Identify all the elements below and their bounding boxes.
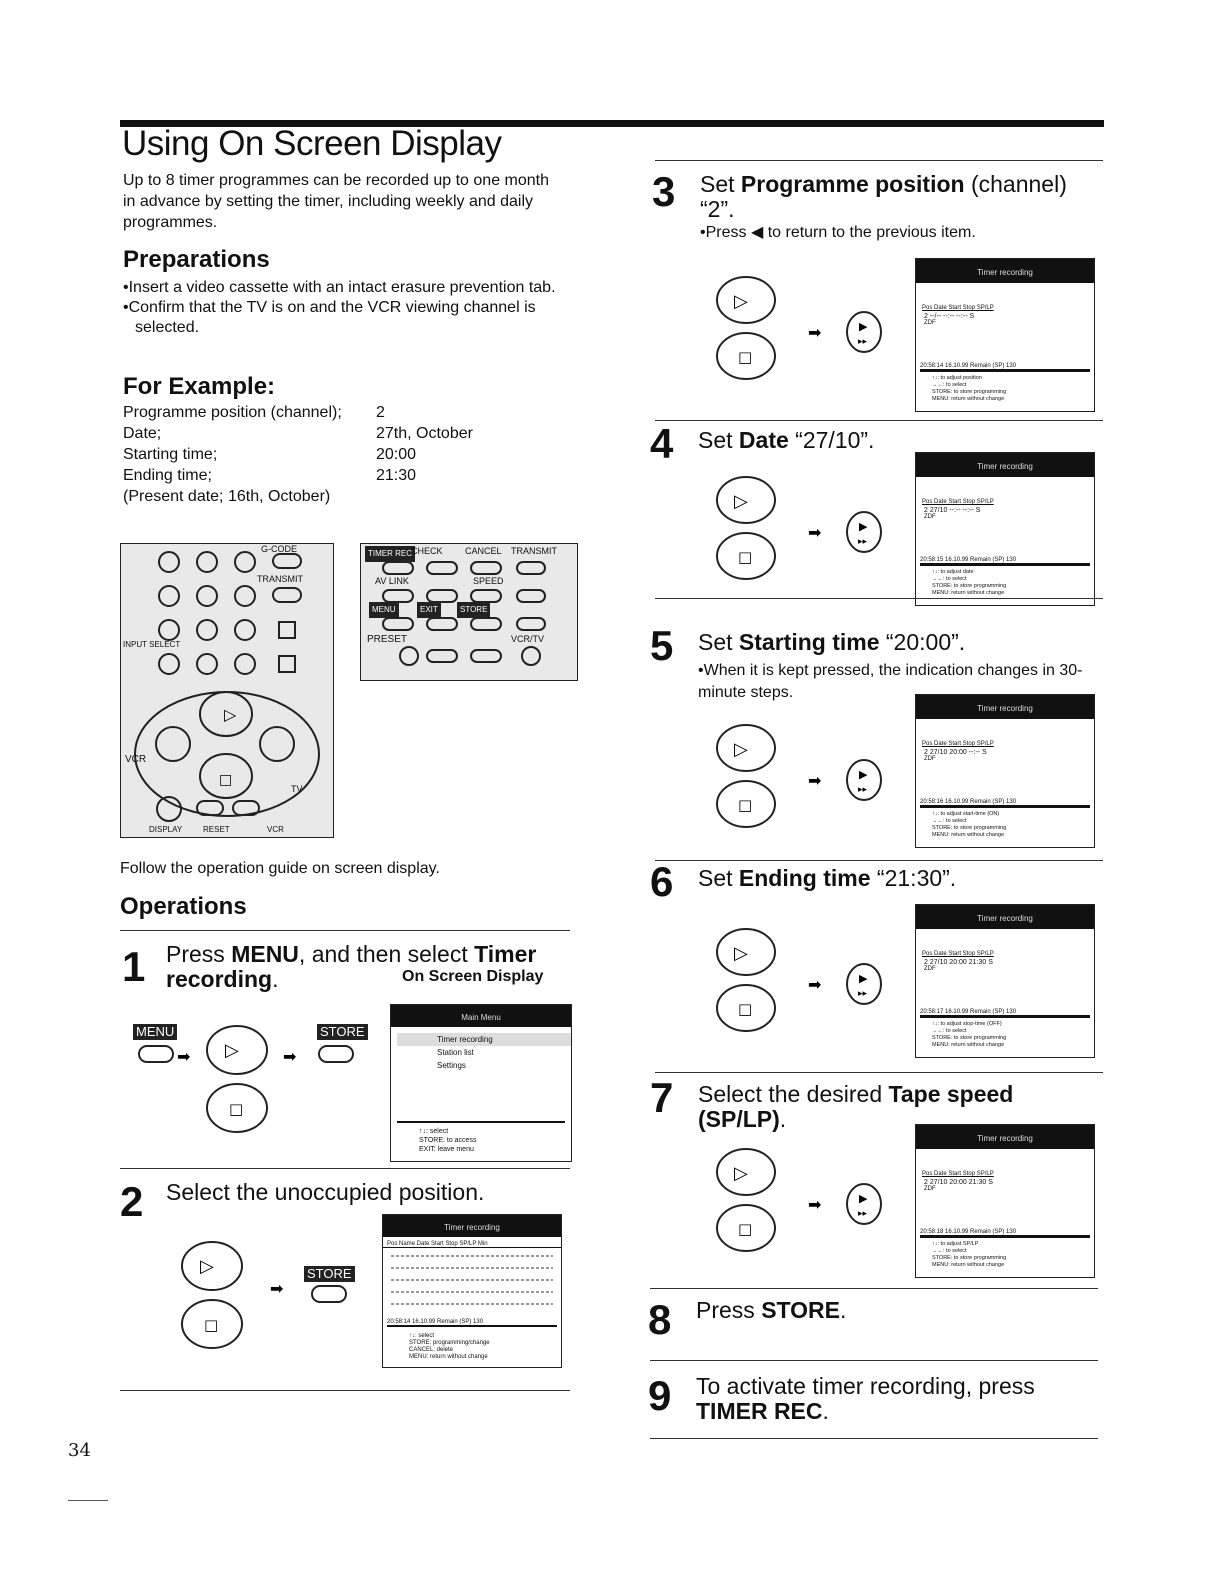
example-label: (Present date; 16th, October) [123, 488, 331, 505]
example-label: Ending time; [123, 467, 212, 484]
example-label: Programme position (channel); [123, 404, 342, 421]
step-emphasis: Starting time [738, 629, 880, 655]
divider [650, 1288, 1098, 1289]
step-buttons [712, 718, 892, 838]
right-icon: ▶ [859, 1192, 868, 1205]
play-icon: ▷ [734, 491, 748, 512]
step-emphasis: Date [738, 427, 789, 453]
step-text: Set [698, 865, 739, 891]
osd-status: 20:58:16 16.10.99 Remain (SP) 130 [920, 799, 1090, 808]
step-1-buttons [133, 1018, 383, 1158]
step-4-text [698, 428, 1098, 453]
page-title: Using On Screen Display [122, 124, 502, 163]
step-emphasis: Programme position [740, 171, 965, 197]
osd-title: Main Menu [391, 1005, 571, 1027]
stop-icon: □ [738, 348, 753, 366]
osd-guide-line: STORE: programming/change [409, 1340, 490, 1346]
menu-key[interactable]: MENU [133, 1024, 177, 1040]
osd-dashes [383, 1248, 561, 1318]
step-3-note: •Press ◀ to return to the previous item. [700, 224, 976, 241]
osd-guide-line: MENU: return without change [932, 590, 1005, 596]
step-text: Press [166, 941, 232, 967]
play-icon: ▷ [224, 705, 237, 724]
step-number: 8 [648, 1296, 672, 1343]
fast-forward-icon: ▸▸ [858, 1209, 868, 1219]
step-button-graphic [712, 718, 892, 838]
example-label: Starting time; [123, 446, 218, 463]
osd-guide-line: →←: to select [932, 1028, 967, 1034]
osd-channel: ZDF [924, 1186, 936, 1192]
osd-guide-line: MENU: return without change [932, 832, 1005, 838]
osd-screen-step [915, 904, 1095, 1058]
arrow-right-icon: ➡ [808, 523, 822, 542]
step-2-text: Select the unoccupied position. [166, 1179, 485, 1205]
osd-guide-line: →←: to select [932, 818, 967, 824]
step-button-graphic [712, 922, 892, 1042]
remote-label: VCR [125, 754, 147, 765]
remote-label: PRESET [367, 634, 408, 645]
divider [650, 1438, 1098, 1439]
step-number: 2 [120, 1178, 144, 1225]
osd-guide-line: ↑↓: to adjust position [932, 375, 982, 381]
arrow-right-icon: ➡ [270, 1279, 284, 1298]
step-text: Press [696, 1297, 762, 1323]
remote-label: TV [291, 784, 303, 794]
divider [655, 598, 1103, 599]
step-9-text [696, 1374, 1056, 1424]
step-text: Set [698, 427, 739, 453]
remote-label: RESET [203, 825, 230, 834]
step-text: Set [700, 171, 741, 197]
intro-text: Up to 8 timer programmes can be recorded up to one month in advance by setting the timer, including weekly and daily programmes. [123, 172, 549, 231]
osd-row: 2 27/10 --:-- --:-- S [924, 507, 981, 514]
osd-guide-line: STORE: to store programming [932, 583, 1007, 589]
step-button-graphic [712, 470, 892, 590]
remote-label: TRANSMIT [257, 574, 303, 584]
osd-guide-line: STORE: to store programming [932, 1255, 1007, 1261]
step-5-text [698, 630, 1098, 655]
play-icon: ▷ [200, 1256, 214, 1277]
arrow-right-icon: ➡ [808, 323, 822, 342]
osd-guide-line: MENU: return without change [932, 1042, 1005, 1048]
remote-label: G-CODE [261, 544, 297, 554]
step-text: “21:30”. [870, 865, 957, 891]
step-text: Set [698, 629, 739, 655]
play-icon: ▷ [734, 1163, 748, 1184]
right-icon: ▶ [859, 520, 868, 533]
step-number: 1 [122, 943, 146, 990]
play-icon: ▷ [734, 291, 748, 312]
step-emphasis: Timer recording [166, 941, 537, 992]
remote-label: VCR/TV [511, 634, 545, 644]
osd-guide-line: STORE: to access [419, 1137, 477, 1144]
remote-label: TIMER REC [365, 546, 415, 562]
fast-forward-icon: ▸▸ [858, 537, 868, 547]
divider [68, 1500, 108, 1501]
stop-icon: □ [204, 1316, 219, 1334]
remote-label: DISPLAY [149, 825, 183, 834]
osd-guide-line: ↑↓: to adjust date [932, 569, 974, 575]
osd-guide-line: ↑↓: to adjust start-time (ON) [932, 811, 1000, 817]
divider [120, 930, 570, 931]
osd-status: 20:58:17 16.10.99 Remain (SP) 130 [920, 1009, 1090, 1018]
osd-title: Timer recording [383, 1215, 561, 1237]
osd-header: Pos Date Start Stop SP/LP [922, 1171, 994, 1177]
arrow-right-icon: ➡ [283, 1047, 297, 1066]
step-buttons [712, 470, 892, 590]
osd-guide-line: ↑↓: select [419, 1128, 449, 1135]
step-text: . [822, 1398, 829, 1424]
fast-forward-icon: ▸▸ [858, 785, 868, 795]
osd-title: Timer recording [916, 905, 1094, 929]
step-buttons [712, 1142, 892, 1262]
osd-guide-line: CANCEL: delete [409, 1347, 454, 1353]
step-text: To activate timer recording, press [696, 1373, 1035, 1399]
example-value: 2 [376, 404, 385, 421]
preparations-list [123, 278, 573, 338]
osd-channel: ZDF [924, 756, 936, 762]
divider [120, 1390, 570, 1391]
osd-guide-line: MENU: return without change [932, 396, 1005, 402]
fast-forward-icon: ▸▸ [858, 989, 868, 999]
step-number: 3 [652, 168, 676, 215]
step-number: 9 [648, 1372, 672, 1419]
remote-label: TRANSMIT [511, 546, 557, 556]
osd-channel: ZDF [924, 320, 936, 326]
remote-label: INPUT SELECT [123, 640, 181, 649]
step-2-button-graphic [176, 1222, 376, 1362]
osd-screen-step [915, 258, 1095, 412]
example-value: 27th, October [376, 425, 473, 442]
step-buttons [712, 270, 892, 390]
example-value: 21:30 [376, 467, 417, 484]
step-number: 5 [650, 622, 674, 669]
osd-row: 2 --/-- --:-- --:-- S [924, 313, 975, 320]
right-icon: ▶ [859, 972, 868, 985]
step-number: 4 [650, 420, 674, 467]
osd-channel: ZDF [924, 514, 936, 520]
store-key[interactable]: STORE [304, 1266, 355, 1282]
osd-menu-item: Settings [437, 1061, 466, 1070]
osd-title: Timer recording [916, 453, 1094, 477]
step-number: 6 [650, 858, 674, 905]
step-text: , and then select [298, 941, 475, 967]
step-6-text [698, 866, 1098, 891]
arrow-right-icon: ➡ [808, 975, 822, 994]
remote-illustration-left [120, 543, 334, 838]
example-label: Date; [123, 425, 162, 442]
step-2-buttons [176, 1222, 376, 1362]
osd-status: 20:58:15 16.10.99 Remain (SP) 130 [920, 557, 1090, 566]
stop-icon: □ [738, 796, 753, 814]
step-text: “27/10”. [788, 427, 875, 453]
osd-guide-line: →←: to select [932, 382, 967, 388]
stop-icon: □ [219, 772, 233, 788]
remote-label: MENU [369, 602, 399, 618]
osd-guide-line: STORE: to store programming [932, 389, 1007, 395]
osd-row: 2 27/10 20:00 21:30 S [924, 959, 993, 966]
store-key[interactable]: STORE [317, 1024, 368, 1040]
stop-icon: □ [229, 1100, 244, 1118]
follow-guide-text: Follow the operation guide on screen display. [120, 860, 440, 877]
divider [655, 1072, 1103, 1073]
osd-header: Pos Date Start Stop SP/LP [922, 499, 994, 505]
osd-guide-line: MENU: return without change [932, 1262, 1005, 1268]
arrow-right-icon: ➡ [808, 771, 822, 790]
example-heading: For Example: [123, 373, 276, 400]
page-number: 34 [68, 1440, 91, 1461]
osd-menu-item: Timer recording [397, 1033, 571, 1046]
osd-header: Pos Name Date Start Stop SP/LP Min [383, 1237, 561, 1248]
osd-label: On Screen Display [402, 968, 544, 985]
osd-screen-step [915, 694, 1095, 848]
osd-title: Timer recording [916, 259, 1094, 283]
osd-screen-step [915, 1124, 1095, 1278]
osd-header: Pos Date Start Stop SP/LP [922, 741, 994, 747]
operations-heading: Operations [120, 893, 247, 920]
osd-guide-line: →←: to select [932, 576, 967, 582]
play-icon: ▷ [734, 739, 748, 760]
step-emphasis: MENU [231, 941, 299, 967]
osd-guide-line: STORE: to store programming [932, 825, 1007, 831]
osd-title: Timer recording [916, 695, 1094, 719]
step-text: . [840, 1297, 847, 1323]
step-8-text [696, 1298, 846, 1323]
osd-header: Pos Date Start Stop SP/LP [922, 305, 994, 311]
osd-title: Timer recording [916, 1125, 1094, 1149]
osd-guide-line: EXIT: leave menu [419, 1146, 474, 1153]
step-text: Select the desired [698, 1081, 889, 1107]
step-text: “20:00”. [879, 629, 966, 655]
preparations-heading: Preparations [123, 246, 270, 273]
step-emphasis: TIMER REC [696, 1398, 823, 1424]
list-item: •Confirm that the TV is on and the VCR viewing channel is selected. [123, 299, 536, 336]
divider [120, 1168, 570, 1169]
osd-channel: ZDF [924, 966, 936, 972]
osd-guide-line: ↑↓: to adjust stop-time (OFF) [932, 1021, 1002, 1027]
right-icon: ▶ [859, 768, 868, 781]
remote-label: SPEED [473, 576, 504, 586]
step-buttons [712, 922, 892, 1042]
play-icon: ▷ [225, 1040, 239, 1061]
remote-label: CHECK [411, 546, 443, 556]
osd-row: 2 27/10 20:00 --:-- S [924, 749, 987, 756]
osd-screen-step-2 [382, 1214, 562, 1368]
step-button-graphic [712, 1142, 892, 1262]
remote-label: VCR [267, 825, 284, 834]
remote-label: AV LINK [375, 576, 409, 586]
osd-status: 20:58:18 16.10.99 Remain (SP) 130 [920, 1229, 1090, 1238]
stop-icon: □ [738, 1220, 753, 1238]
remote-label: CANCEL [465, 546, 502, 556]
osd-guide-line: MENU: return without change [409, 1354, 488, 1360]
step-emphasis: STORE [761, 1297, 841, 1323]
arrow-right-icon: ➡ [177, 1047, 191, 1066]
step-text: . [272, 966, 279, 992]
osd-guide-line: ↑↓: to adjust SP/LP [932, 1241, 979, 1247]
step-text: . [779, 1106, 787, 1132]
stop-icon: □ [738, 1000, 753, 1018]
step-number: 7 [650, 1074, 674, 1121]
step-3-text [700, 172, 1100, 222]
osd-menu-item: Station list [437, 1048, 474, 1057]
osd-header: Pos Date Start Stop SP/LP [922, 951, 994, 957]
osd-status: 20:58:14 16.10.99 Remain (SP) 130 [920, 363, 1090, 372]
list-item: •Insert a video cassette with an intact erasure prevention tab. [123, 279, 556, 296]
osd-status: 20:58:14 16.10.99 Remain (SP) 130 [387, 1319, 557, 1327]
step-button-graphic [712, 270, 892, 390]
right-icon: ▶ [859, 320, 868, 333]
step-emphasis: Tape speed (SP/LP) [698, 1081, 1014, 1132]
example-table [123, 402, 523, 512]
osd-screen-step [915, 452, 1095, 606]
remote-illustration-right [360, 543, 578, 681]
divider [655, 420, 1103, 421]
step-text: (channel) “2”. [700, 171, 1067, 222]
step-5-note: •When it is kept pressed, the indication changes in 30-minute steps. [698, 662, 1083, 701]
osd-guide-line: ↑↓: select [409, 1333, 435, 1339]
play-icon: ▷ [734, 943, 748, 964]
example-value: 20:00 [376, 446, 417, 463]
arrow-right-icon: ➡ [808, 1195, 822, 1214]
divider [655, 160, 1103, 161]
remote-label: EXIT [417, 602, 441, 618]
stop-icon: □ [738, 548, 753, 566]
step-emphasis: Ending time [738, 865, 871, 891]
divider [655, 860, 1103, 861]
osd-row: 2 27/10 20:00 21:30 S [924, 1179, 993, 1186]
osd-guide-line: →←: to select [932, 1248, 967, 1254]
osd-screen-main-menu [390, 1004, 572, 1162]
remote-label: STORE [457, 602, 490, 618]
fast-forward-icon: ▸▸ [858, 337, 868, 347]
osd-guide-line: STORE: to store programming [932, 1035, 1007, 1041]
divider [650, 1360, 1098, 1361]
